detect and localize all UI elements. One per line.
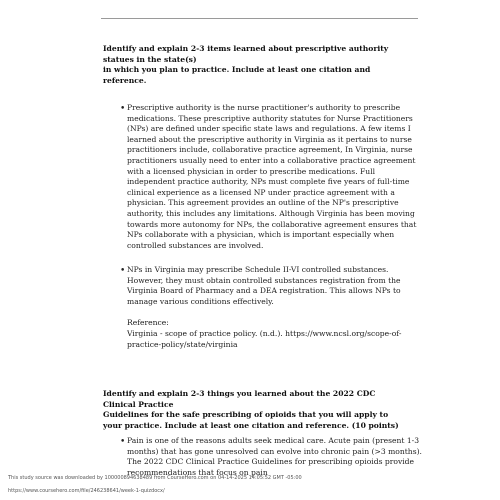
section1-heading-text: Identify and explain 2-3 items learned about prescriptive authority statues in the state(s) in which you plan to practice. Include at least one citation and reference. [103,44,389,86]
page-top-rule [101,18,418,19]
bullet-marker: • [120,437,126,447]
section1-bullet-1: Prescriptive authority is the nurse practitioner's authority to prescribe medications. These prescriptive authority statutes for Nurse Practitioners (NPs) are defined under specific state laws and regulations. A few items I learned about the prescriptive authority in Virginia as it pertains to nurse practitioners include, collaborative practice agreement, In Virginia, nurse practitioners usually need to enter into a collaborative practice agreement with a licensed physician in order to prescribe medications. Full independent practice authority, NPs must complete five years of full-time clinical experience as a licensed NP under practice agreement with a physician. This agreement provides an outline of the NP's prescriptive authority, this includes any limitations. Although Virginia has been moving towards more autonomy for NPs, the collaborative agreement ensures that NPs collaborate with a physician, which is important especially when controlled substances are involved. [127,103,417,250]
section2-heading [103,389,403,432]
section1-bullet-2: NPs in Virginia may prescribe Schedule II-VI controlled substances. However, they must obtain controlled substances registration from the Virginia Board of Pharmacy and a DEA registration. This allows NPs to manage various conditions effectively. [127,265,401,306]
section2-bullet-1: Pain is one of the reasons adults seek medical care. Acute pain (present 1-3 months) that has gone unresolved can evolve into chronic pain (>3 months). The 2022 CDC Clinical Practice Guidelines for prescribing opioids provide recommendations that focus on pain [127,436,422,477]
bullet-marker: • [120,104,126,114]
reference-label: Reference: [127,318,169,327]
section1-heading [103,44,403,87]
bullet-marker: • [120,266,126,276]
source-url-link[interactable]: https://www.coursehero.com/file/246238641/week-1-quizdocx/ [8,488,165,494]
section2-heading-text: Identify and explain 2-3 things you learned about the 2022 CDC Clinical Practice Guidelines for the safe prescribing of opioids that you will apply to your practice. Include at least one citation and reference. (10 points) [103,389,399,431]
download-notice: This study source was downloaded by 100000894638489 from CourseHero.com on 04-14-2025 14:05:52 GMT -05:00 [8,475,302,481]
reference-citation: Virginia - scope of practice policy. (n.d.). https://www.ncsl.org/scope-of-practice-policy/state/virginia [127,329,402,349]
